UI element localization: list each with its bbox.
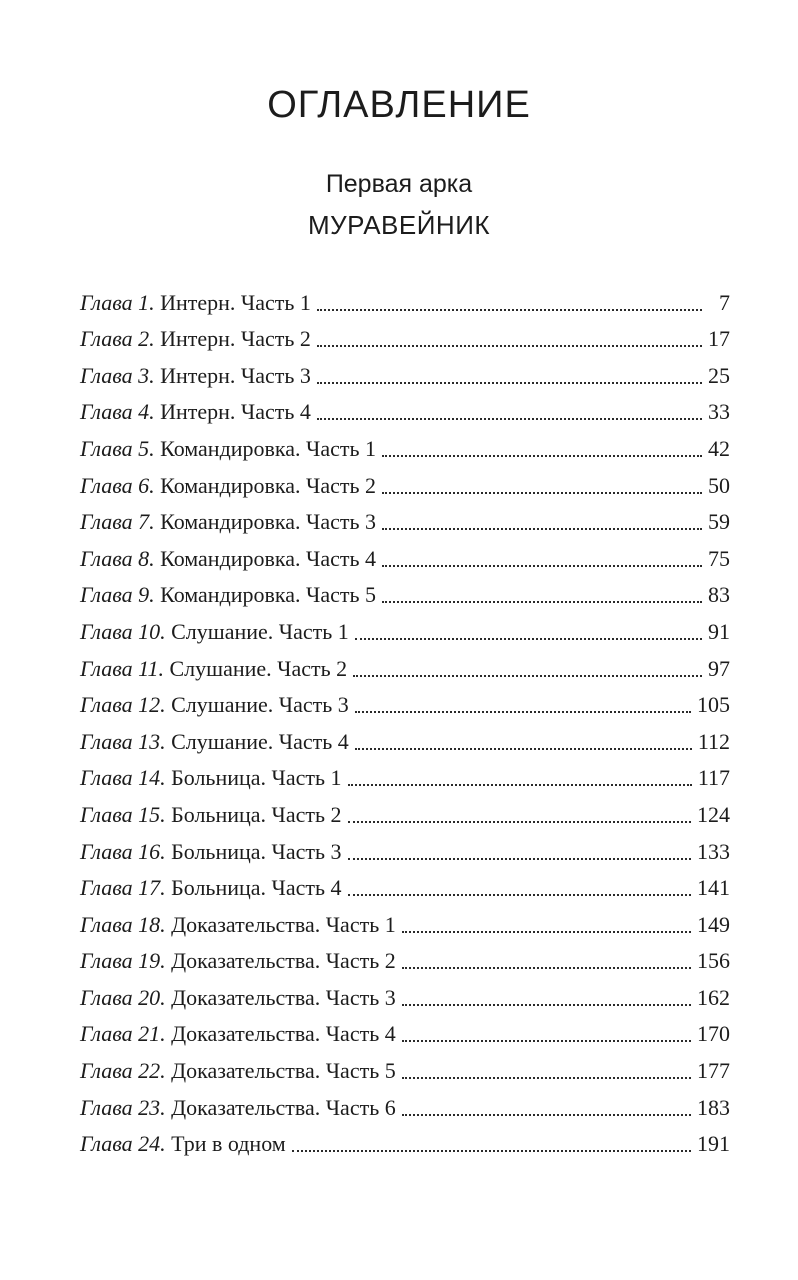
dot-leader	[355, 710, 691, 713]
chapter-number: Глава 12.	[80, 692, 166, 718]
chapter-number: Глава 7.	[80, 509, 155, 535]
dot-leader	[382, 564, 702, 567]
chapter-number: Глава 6.	[80, 472, 155, 498]
chapter-number: Глава 13.	[80, 728, 166, 754]
page-number: 177	[697, 1058, 730, 1084]
page-number: 105	[697, 692, 730, 718]
chapter-title: Интерн. Часть 1	[160, 289, 311, 315]
page-number: 83	[708, 582, 730, 608]
dot-leader	[348, 783, 692, 786]
dot-leader	[317, 344, 702, 347]
dot-leader	[292, 1149, 691, 1152]
page-number: 141	[697, 875, 730, 901]
page-number: 91	[708, 618, 730, 644]
chapter-number: Глава 2.	[80, 326, 155, 352]
chapter-title: Больница. Часть 2	[171, 801, 342, 827]
toc-entry[interactable]	[80, 354, 730, 391]
dot-leader	[348, 857, 691, 860]
page-number: 50	[708, 472, 730, 498]
page-number: 17	[708, 326, 730, 352]
chapter-title: Командировка. Часть 5	[160, 582, 377, 608]
toc-entry[interactable]	[80, 867, 730, 904]
dot-leader	[355, 747, 692, 750]
toc-entry[interactable]	[80, 537, 730, 574]
page-number: 42	[708, 435, 730, 461]
chapter-title: Слушание. Часть 1	[171, 618, 349, 644]
toc-entry[interactable]	[80, 793, 730, 830]
toc-entry[interactable]	[80, 1013, 730, 1050]
page-number: 183	[697, 1094, 730, 1120]
dot-leader	[402, 930, 691, 933]
chapter-title: Доказательства. Часть 4	[171, 1021, 396, 1047]
toc-entry[interactable]	[80, 1086, 730, 1123]
dot-leader	[355, 637, 702, 640]
page-number: 156	[697, 948, 730, 974]
toc-entry[interactable]	[80, 757, 730, 794]
chapter-number: Глава 23.	[80, 1094, 166, 1120]
chapter-number: Глава 17.	[80, 875, 166, 901]
arc-subtitle: Первая арка	[325, 170, 473, 198]
chapter-title: Слушание. Часть 4	[171, 728, 349, 754]
dot-leader	[317, 417, 702, 420]
chapter-number: Глава 16.	[80, 838, 166, 864]
dot-leader	[382, 454, 702, 457]
dot-leader	[382, 527, 702, 530]
toc-entry[interactable]	[80, 464, 730, 501]
page-number: 97	[708, 655, 730, 681]
chapter-number: Глава 15.	[80, 801, 166, 827]
toc-entry[interactable]	[80, 501, 730, 538]
toc-entry[interactable]	[80, 391, 730, 428]
page-number: 149	[697, 911, 730, 937]
chapter-number: Глава 8.	[80, 545, 155, 571]
chapter-number: Глава 21.	[80, 1021, 166, 1047]
dot-leader	[348, 820, 691, 823]
chapter-number: Глава 10.	[80, 618, 166, 644]
toc-entry[interactable]	[80, 903, 730, 940]
toc-entry[interactable]	[80, 684, 730, 721]
chapter-number: Глава 9.	[80, 582, 155, 608]
chapter-title: Слушание. Часть 3	[171, 692, 349, 718]
chapter-title: Доказательства. Часть 6	[171, 1094, 396, 1120]
toc-entry[interactable]	[80, 1049, 730, 1086]
toc-entry[interactable]	[80, 647, 730, 684]
chapter-number: Глава 18.	[80, 911, 166, 937]
table-of-contents	[80, 281, 730, 1159]
toc-entry[interactable]	[80, 830, 730, 867]
chapter-number: Глава 20.	[80, 984, 166, 1010]
page-number: 170	[697, 1021, 730, 1047]
toc-entry[interactable]	[80, 940, 730, 977]
dot-leader	[402, 966, 691, 969]
chapter-number: Глава 4.	[80, 399, 155, 425]
dot-leader	[382, 491, 702, 494]
page-number: 59	[708, 509, 730, 535]
toc-entry[interactable]	[80, 281, 730, 318]
page-title: ОГЛАВЛЕНИЕ	[267, 84, 531, 126]
toc-entry[interactable]	[80, 976, 730, 1013]
page-number: 7	[719, 289, 730, 315]
toc-entry[interactable]	[80, 720, 730, 757]
toc-entry[interactable]	[80, 574, 730, 611]
page-number: 75	[708, 545, 730, 571]
dot-leader	[402, 1113, 691, 1116]
chapter-title: Доказательства. Часть 1	[171, 911, 396, 937]
chapter-title: Доказательства. Часть 3	[171, 984, 396, 1010]
toc-entry[interactable]	[80, 610, 730, 647]
dot-leader	[317, 308, 702, 311]
chapter-title: Доказательства. Часть 2	[171, 948, 396, 974]
dot-leader	[317, 381, 702, 384]
page-number: 162	[697, 984, 730, 1010]
dot-leader	[402, 1076, 691, 1079]
chapter-title: Интерн. Часть 3	[160, 362, 311, 388]
dot-leader	[353, 674, 702, 677]
chapter-title: Командировка. Часть 2	[160, 472, 377, 498]
chapter-title: Интерн. Часть 4	[160, 399, 311, 425]
chapter-title: Больница. Часть 4	[171, 875, 342, 901]
chapter-number: Глава 1.	[80, 289, 155, 315]
page-number: 133	[697, 838, 730, 864]
page-number: 191	[697, 1131, 730, 1157]
dot-leader	[402, 1003, 691, 1006]
chapter-number: Глава 19.	[80, 948, 166, 974]
page-number: 112	[697, 728, 730, 754]
chapter-number: Глава 11.	[80, 655, 164, 681]
chapter-number: Глава 3.	[80, 362, 155, 388]
page-number: 124	[697, 801, 730, 827]
toc-entry[interactable]	[80, 1123, 730, 1160]
arc-name: МУРАВЕЙНИК	[307, 210, 491, 240]
page-number: 33	[708, 399, 730, 425]
chapter-title: Больница. Часть 3	[171, 838, 342, 864]
dot-leader	[382, 600, 702, 603]
chapter-title: Слушание. Часть 2	[169, 655, 348, 681]
chapter-title: Доказательства. Часть 5	[171, 1058, 396, 1084]
dot-leader	[348, 893, 691, 896]
chapter-number: Глава 24.	[80, 1131, 166, 1157]
toc-entry[interactable]	[80, 427, 730, 464]
chapter-title: Три в одном	[171, 1131, 286, 1157]
chapter-title: Командировка. Часть 3	[160, 509, 377, 535]
dot-leader	[402, 1039, 691, 1042]
chapter-title: Командировка. Часть 4	[160, 545, 377, 571]
page-number: 117	[697, 765, 730, 791]
chapter-number: Глава 14.	[80, 765, 166, 791]
toc-entry[interactable]	[80, 318, 730, 355]
chapter-number: Глава 22.	[80, 1058, 166, 1084]
chapter-title: Интерн. Часть 2	[160, 326, 311, 352]
page-number: 25	[708, 362, 730, 388]
chapter-number: Глава 5.	[80, 435, 155, 461]
chapter-title: Командировка. Часть 1	[160, 435, 377, 461]
chapter-title: Больница. Часть 1	[171, 765, 342, 791]
